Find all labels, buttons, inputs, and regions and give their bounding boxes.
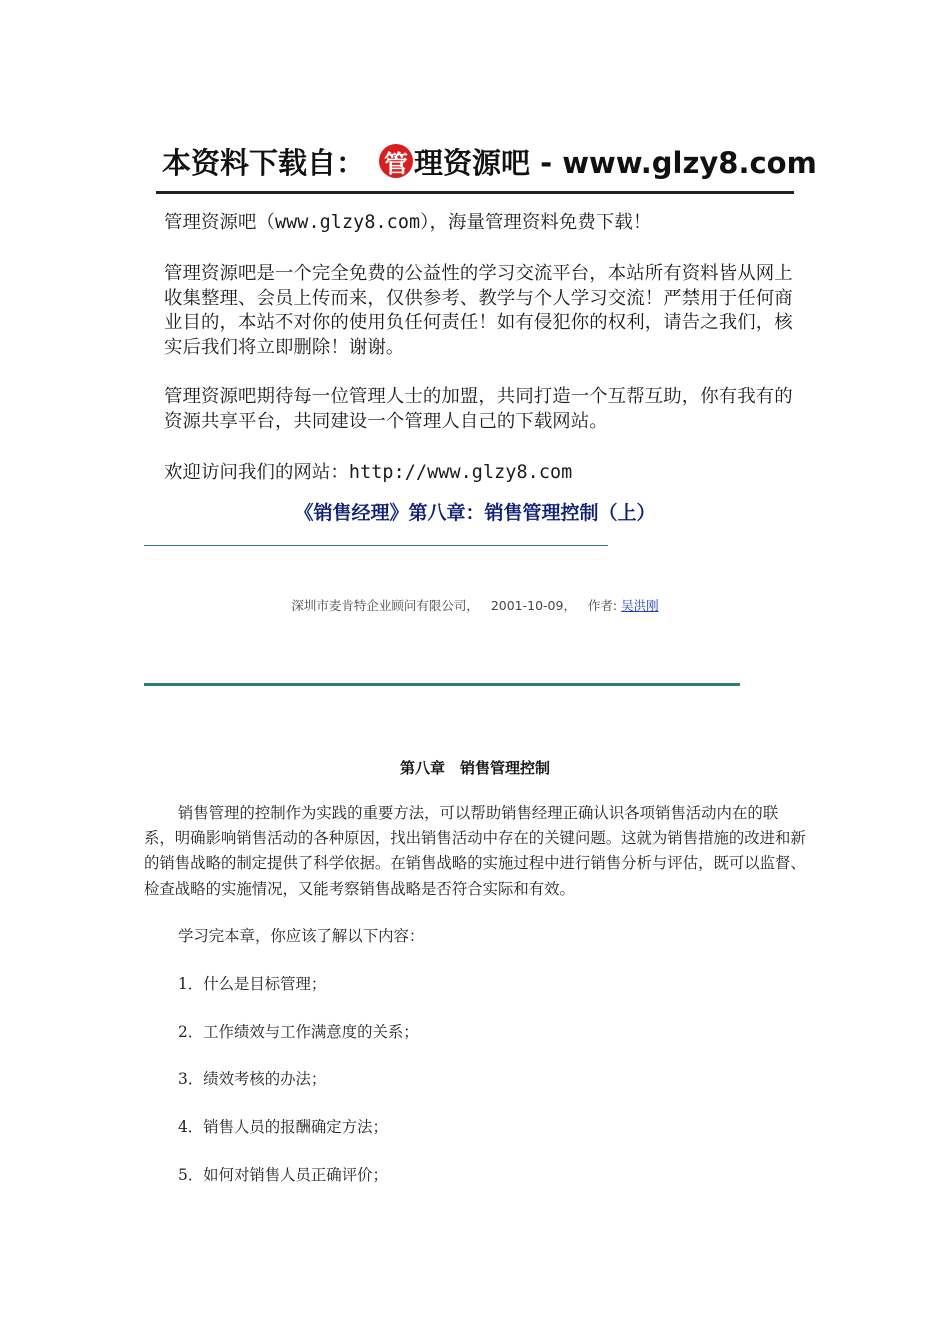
learning-intro: 学习完本章，你应该了解以下内容： bbox=[178, 927, 425, 946]
byline-author-label: 作者: bbox=[587, 598, 618, 613]
list-item: 1．什么是目标管理； bbox=[178, 975, 327, 994]
byline-date: 2001-10-09， bbox=[490, 598, 576, 613]
list-item: 4．销售人员的报酬确定方法； bbox=[178, 1118, 388, 1137]
title-divider bbox=[144, 545, 608, 546]
list-item: 5．如何对销售人员正确评价； bbox=[178, 1165, 388, 1184]
banner-heading-suffix: 理资源吧 - www.glzy8.com bbox=[414, 145, 817, 180]
download-source-banner bbox=[156, 125, 817, 490]
list-item: 2．工作绩效与工作满意度的关系； bbox=[178, 1022, 419, 1041]
byline-divider bbox=[144, 683, 740, 686]
article-body bbox=[144, 801, 806, 1188]
banner-visit-line: 欢迎访问我们的网站：http://www.glzy8.com bbox=[164, 462, 573, 483]
list-item: 3．绩效考核的办法； bbox=[178, 1070, 327, 1089]
chapter-heading: 第八章 销售管理控制 bbox=[399, 759, 550, 777]
banner-line-1: 管理资源吧（www.glzy8.com），海量管理资料免费下载！ bbox=[164, 212, 652, 233]
author-link[interactable]: 吴洪刚 bbox=[621, 598, 659, 613]
site-logo-icon: 管 bbox=[379, 144, 413, 178]
intro-paragraph: 销售管理的控制作为实践的重要方法，可以帮助销售经理正确认识各项销售活动内在的联系，明确影响销售活动的各种原因，找出销售活动中存在的关键问题。这就为销售措施的改进和新的销售战略的制定提供了科学依据。在销售战略的实施过程中进行销售分析与评估，既可以监督、检查战略的实施情况，又能考察销售战略是否符合实际和有效。 bbox=[144, 804, 806, 898]
banner-invitation: 管理资源吧期待每一位管理人士的加盟，共同打造一个互帮互助，你有我有的资源共享平台，共同建设一个管理人自己的下载网站。 bbox=[164, 386, 793, 432]
banner-disclaimer: 管理资源吧是一个完全免费的公益性的学习交流平台，本站所有资料皆从网上收集整理、会员上传而来，仅供参考、教学与个人学习交流！严禁用于任何商业目的，本站不对你的使用负任何责任！如有侵犯你的权利，请告之我们，核实后我们将立即删除！谢谢。 bbox=[164, 263, 793, 358]
banner-heading bbox=[162, 137, 817, 185]
banner-divider bbox=[156, 191, 794, 194]
article-byline bbox=[0, 596, 950, 614]
byline-org: 深圳市麦肯特企业顾问有限公司， bbox=[291, 598, 479, 613]
article-title: 《销售经理》第八章：销售管理控制（上） bbox=[294, 502, 656, 524]
banner-heading-prefix: 本资料下载自： bbox=[162, 145, 366, 180]
